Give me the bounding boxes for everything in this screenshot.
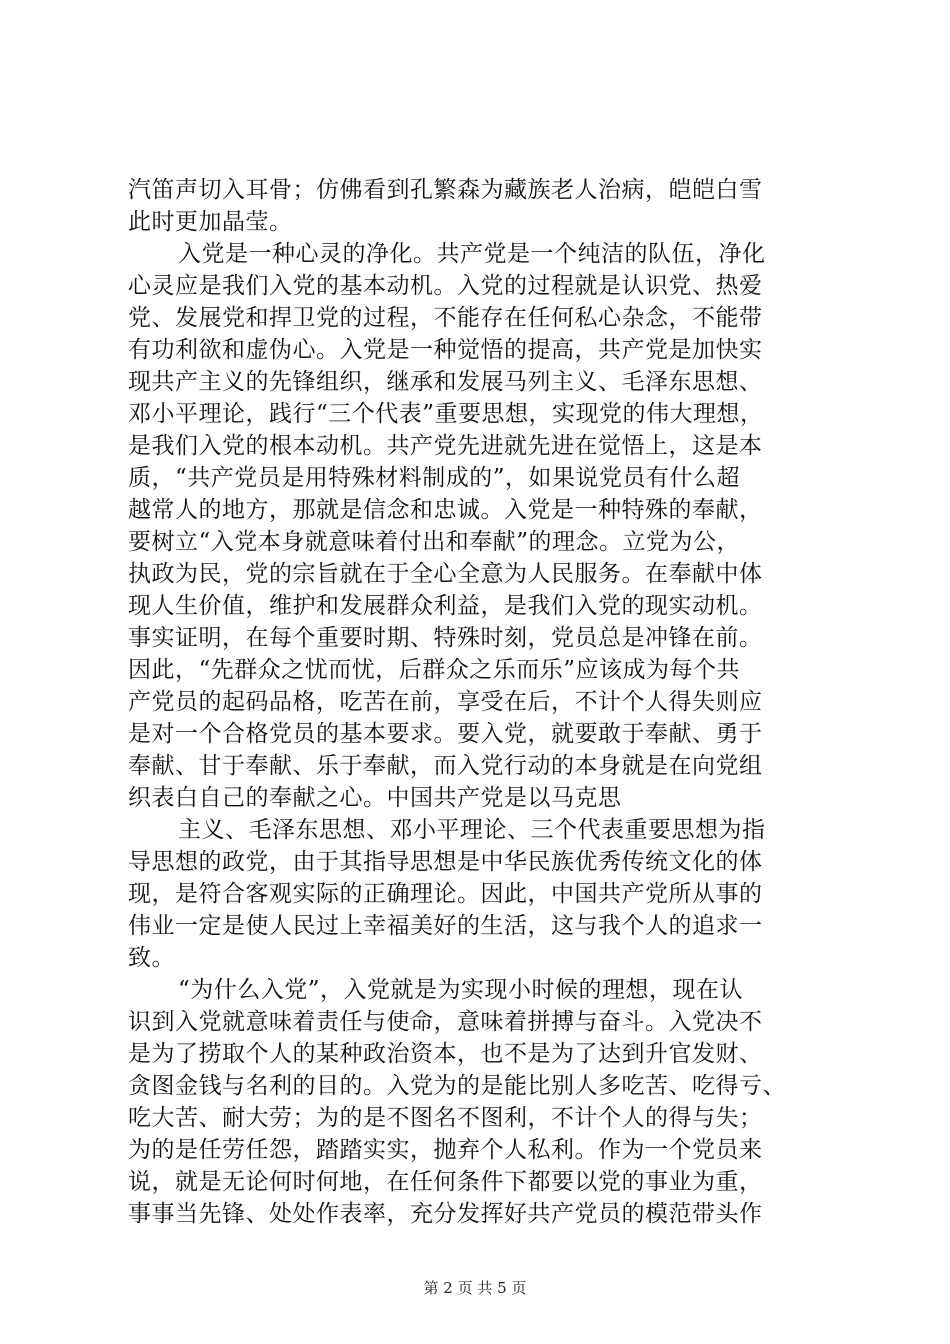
text-line: 因此，“先群众之忧而忧，后群众之乐而乐”应该成为每个共 — [128, 657, 741, 683]
text-line: 产党员的起码品格，吃苦在前，享受在后，不计个人得失则应 — [128, 689, 763, 715]
text-line: 是我们入党的根本动机。共产党先进就先进在觉悟上，这是本 — [128, 433, 763, 459]
text-line: 邓小平理论，践行“三个代表”重要思想，实现党的伟大理想， — [128, 401, 764, 427]
document-body — [128, 174, 840, 1230]
text-line: 奉献、甘于奉献、乐于奉献，而入党行动的本身就是在向党组 — [128, 753, 763, 779]
text-line: 越常人的地方，那就是信念和忠诚。入党是一种特殊的奉献， — [128, 497, 763, 523]
text-line: 现共产主义的先锋组织，继承和发展马列主义、毛泽东思想、 — [128, 369, 763, 395]
text-line: 说，就是无论何时何地，在任何条件下都要以党的事业为重， — [128, 1169, 763, 1195]
text-line: 现人生价值，维护和发展群众利益，是我们入党的现实动机。 — [128, 593, 763, 619]
text-line: 导思想的政党，由于其指导思想是中华民族优秀传统文化的体 — [128, 849, 763, 875]
text-line: 党、发展党和捍卫党的过程，不能存在任何私心杂念，不能带 — [128, 305, 763, 331]
text-line: 质，“共产党员是用特殊材料制成的”，如果说党员有什么超 — [128, 465, 741, 491]
text-line: 汽笛声切入耳骨；仿佛看到孔繁森为藏族老人治病，皑皑白雪 — [128, 177, 763, 203]
text-line: 为的是任劳任怨，踏踏实实，抛弃个人私利。作为一个党员来 — [128, 1137, 763, 1163]
text-line: 吃大苦、耐大劳；为的是不图名不图利，不计个人的得与失； — [128, 1105, 763, 1131]
text-line: 要树立“入党本身就意味着付出和奉献”的理念。立党为公， — [128, 529, 741, 555]
text-line: 是为了捞取个人的某种政治资本，也不是为了达到升官发财、 — [128, 1041, 763, 1067]
text-line: 执政为民，党的宗旨就在于全心全意为人民服务。在奉献中体 — [128, 561, 763, 587]
page-footer: 第 2 页 共 5 页 — [423, 1279, 527, 1297]
text-line: 事事当先锋、处处作表率，充分发挥好共产党员的模范带头作 — [128, 1201, 763, 1227]
text-line: 有功利欲和虚伪心。入党是一种觉悟的提高，共产党是加快实 — [128, 337, 763, 363]
text-line: 识到入党就意味着责任与使命，意味着拼搏与奋斗。入党决不 — [128, 1009, 763, 1035]
text-line: 此时更加晶莹。 — [128, 209, 293, 235]
text-line: 致。 — [128, 945, 175, 971]
text-line: 是对一个合格党员的基本要求。要入党，就要敢于奉献、勇于 — [128, 721, 763, 747]
text-line: 织表白自己的奉献之心。中国共产党是以马克思 — [128, 785, 622, 811]
text-line: 主义、毛泽东思想、邓小平理论、三个代表重要思想为指 — [178, 817, 766, 843]
text-line: “为什么入党”，入党就是为实现小时候的理想，现在认 — [178, 977, 744, 1003]
text-line: 心灵应是我们入党的基本动机。入党的过程就是认识党、热爱 — [128, 273, 763, 299]
text-line: 入党是一种心灵的净化。共产党是一个纯洁的队伍，净化 — [178, 241, 766, 267]
text-line: 事实证明，在每个重要时期、特殊时刻，党员总是冲锋在前。 — [128, 625, 763, 651]
text-line: 贪图金钱与名利的目的。入党为的是能比别人多吃苦、吃得亏、 — [128, 1073, 786, 1099]
text-line: 现，是符合客观实际的正确理论。因此，中国共产党所从事的 — [128, 881, 763, 907]
text-line: 伟业一定是使人民过上幸福美好的生活，这与我个人的追求一 — [128, 913, 763, 939]
